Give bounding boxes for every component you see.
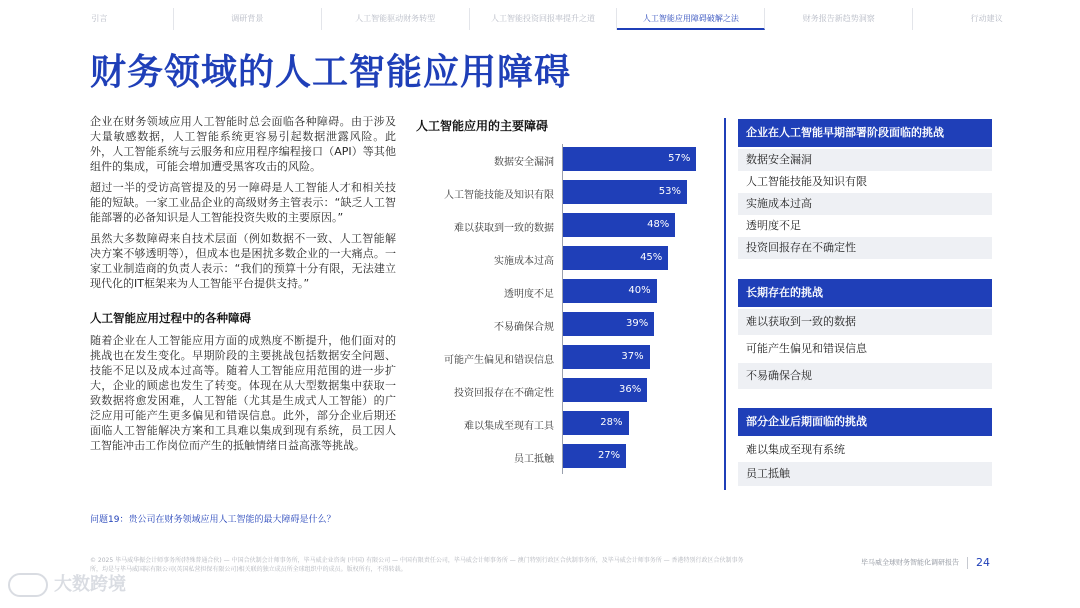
- barriers-bar-chart: [416, 141, 706, 481]
- challenge-item: 难以获取到一致的数据: [738, 309, 992, 335]
- bar-category-label: 人工智能技能及知识有限: [444, 190, 554, 201]
- nav-tab-transformation[interactable]: 人工智能驱动财务转型: [322, 8, 470, 30]
- box-heading: 企业在人工智能早期部署阶段面临的挑战: [738, 119, 992, 147]
- section-nav: [26, 8, 1060, 30]
- footer-legal-text: © 2025 毕马威华振会计师事务所(特殊普通合伙) — 中国合伙制会计师事务所，毕马威企业咨询 (中国) 有限公司 — 中国有限责任公司，毕马威会计师事务所 — 澳门特别行政区合伙制事务所，及毕马威会计师事务所 — 香港特别行政区合伙制事务所，均是与毕马威国际有限公司(英国私营担保有限公司)相关联的独立成员所全球组织中的成员。版权所有，不得转载。: [90, 557, 744, 573]
- bar-category-label: 实施成本过高: [494, 256, 554, 267]
- challenge-item: 透明度不足: [746, 219, 801, 232]
- nav-tab-intro[interactable]: 引言: [26, 8, 174, 30]
- bar-value-label: 36%: [619, 384, 642, 395]
- bar-value-label: 57%: [668, 153, 691, 164]
- survey-question-note: 问题19：贵公司在财务领域应用人工智能的最大障碍是什么？: [90, 515, 336, 525]
- bar-category-label: 透明度不足: [504, 289, 554, 300]
- report-name: 毕马威全球财务智能化调研报告: [861, 558, 959, 567]
- challenge-item: 投资回报存在不确定性: [738, 237, 992, 259]
- challenge-item: 数据安全漏洞: [738, 149, 992, 171]
- bar-value-label: 53%: [658, 186, 682, 197]
- bar-value-label: 28%: [600, 417, 623, 428]
- bar-value-label: 39%: [626, 318, 649, 329]
- challenge-item: 实施成本过高: [738, 193, 992, 215]
- nav-tab-roi[interactable]: 人工智能投资回报率提升之道: [470, 8, 618, 30]
- body-text-column: [90, 114, 396, 459]
- challenge-item: 可能产生偏见和错误信息: [746, 342, 867, 355]
- box-heading: 长期存在的挑战: [738, 279, 992, 307]
- bar-value-label: 27%: [597, 450, 621, 461]
- bar-category-label: 数据安全漏洞: [494, 157, 554, 168]
- bar-value-label: 37%: [621, 351, 644, 362]
- section-subheading: 人工智能应用过程中的各种障碍: [90, 311, 251, 325]
- bar-category-label: 可能产生偏见和错误信息: [444, 355, 554, 366]
- bar-category-label: 投资回报存在不确定性: [454, 388, 554, 399]
- nav-tab-reporting-trends[interactable]: 财务报告新趋势洞察: [765, 8, 913, 30]
- late-stage-challenges-box: [738, 408, 992, 486]
- body-paragraph: 随着企业在人工智能应用方面的成熟度不断提升，他们面对的挑战也在发生变化。早期阶段的主要挑战包括数据安全问题、技能不足以及成本过高等。随着人工智能应用范围的进一步扩大，企业的顾虑也发生了转变。体现在从大型数据集中获取一致数据将愈发困难，人工智能（尤其是生成式人工智能）的广泛应用可能产生更多偏见和错误信息。此外，部分企业后期还面临人工智能解决方案和工具难以集成到现有系统，员工因人工智能冲击工作岗位而产生的抵触情绪日益高涨等挑战。: [90, 334, 396, 452]
- page-title: 财务领域的人工智能应用障碍: [90, 52, 572, 93]
- body-paragraph: 超过一半的受访高管提及的另一障碍是人工智能人才和相关技能的短缺。一家工业品企业的高级财务主管表示：“缺乏人工智能部署的必备知识是人工智能投资失败的主要原因。”: [90, 181, 396, 224]
- watermark-logo-icon: [8, 573, 48, 597]
- bar-value-label: 45%: [640, 252, 663, 263]
- footer-separator: [967, 557, 968, 569]
- bar-value-label: 48%: [647, 219, 670, 230]
- long-term-challenges-box: [738, 279, 992, 389]
- nav-tab-background[interactable]: 调研背景: [174, 8, 322, 30]
- bar-category-label: 难以获取到一致的数据: [454, 223, 554, 234]
- early-stage-challenges-box: [738, 119, 992, 259]
- challenge-item: 人工智能技能及知识有限: [746, 175, 867, 188]
- body-paragraph: 企业在财务领域应用人工智能时总会面临各种障碍。由于涉及大量敏感数据，人工智能系统更容易引起数据泄露风险。此外，人工智能系统与云服务和应用程序编程接口（API）等其他组件的集成，可能会增加遭受黑客攻击的风险。: [90, 115, 396, 173]
- bar-category-label: 不易确保合规: [494, 322, 554, 333]
- challenge-item: 难以集成至现有系统: [746, 443, 845, 456]
- watermark: [8, 570, 126, 597]
- box-heading: 部分企业后期面临的挑战: [738, 408, 992, 436]
- chart-title: 人工智能应用的主要障碍: [416, 119, 549, 133]
- footer-report-info: [861, 556, 990, 569]
- bar-value-label: 40%: [628, 285, 651, 296]
- bar-category-label: 员工抵触: [514, 454, 554, 465]
- divider-line: [724, 118, 726, 490]
- watermark-text: 大数跨境: [54, 574, 126, 595]
- challenge-item: 员工抵触: [738, 462, 992, 486]
- challenge-item: 不易确保合规: [738, 363, 992, 389]
- nav-tab-barriers[interactable]: 人工智能应用障碍破解之法: [617, 8, 765, 30]
- nav-tab-recommendations[interactable]: 行动建议: [970, 14, 1003, 23]
- body-paragraph: 虽然大多数障碍来自技术层面（例如数据不一致、人工智能解决方案不够透明等），但成本也是困扰多数企业的一大痛点。一家工业制造商的负责人表示：“我们的预算十分有限，无法建立现代化的IT框架来为人工智能平台提供支持。”: [90, 232, 396, 290]
- bar-category-label: 难以集成至现有工具: [464, 421, 554, 432]
- page-number: 24: [976, 556, 990, 569]
